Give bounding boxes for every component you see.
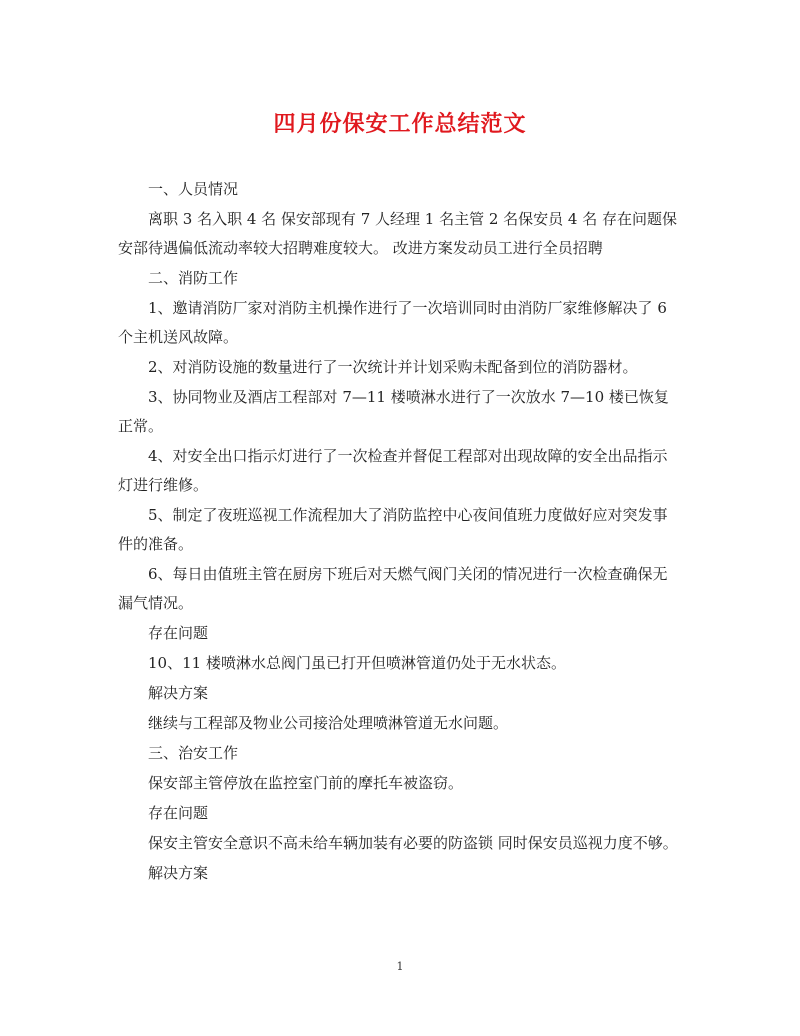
paragraph-security-incident: 保安部主管停放在监控室门前的摩托车被盗窃。	[148, 774, 464, 792]
paragraph-fire-item-4: 4、对安全出口指示灯进行了一次检查并督促工程部对出现故障的安全出品指示灯进行维修。	[118, 447, 668, 494]
paragraph-fire-problem: 10、11 楼喷淋水总阀门虽已打开但喷淋管道仍处于无水状态。	[148, 654, 566, 672]
section-heading-fire-safety: 二、消防工作	[148, 269, 239, 287]
document-title: 四月份保安工作总结范文	[273, 111, 527, 137]
subheading-solution: 解决方案	[148, 684, 209, 702]
subheading-problem: 存在问题	[148, 624, 209, 642]
paragraph-fire-item-2: 2、对消防设施的数量进行了一次统计并计划采购未配备到位的消防器材。	[148, 358, 638, 376]
page-number: 1	[396, 960, 404, 973]
paragraph-fire-item-1: 1、邀请消防厂家对消防主机操作进行了一次培训同时由消防厂家维修解决了 6 个主机送风故障。	[118, 299, 667, 346]
subheading-solution: 解决方案	[148, 864, 209, 882]
paragraph-fire-solution: 继续与工程部及物业公司接洽处理喷淋管道无水问题。	[148, 714, 509, 732]
paragraph-fire-item-5: 5、制定了夜班巡视工作流程加大了消防监控中心夜间值班力度做好应对突发事件的准备。	[118, 506, 668, 553]
section-heading-security: 三、治安工作	[148, 744, 239, 762]
paragraph-security-problem: 保安主管安全意识不高未给车辆加装有必要的防盗锁 同时保安员巡视力度不够。	[148, 834, 678, 852]
paragraph-fire-item-6: 6、每日由值班主管在厨房下班后对天燃气阀门关闭的情况进行一次检查确保无漏气情况。	[118, 565, 668, 612]
paragraph-personnel-details: 离职 3 名入职 4 名 保安部现有 7 人经理 1 名主管 2 名保安员 4 名 存在问题保安部待遇偏低流动率较大招聘难度较大。 改进方案发动员工进行全员招聘	[118, 210, 678, 257]
subheading-problem: 存在问题	[148, 804, 209, 822]
section-heading-personnel: 一、人员情况	[148, 180, 239, 198]
paragraph-fire-item-3: 3、协同物业及酒店工程部对 7—11 楼喷淋水进行了一次放水 7—10 楼已恢复正常。	[118, 388, 669, 435]
document-body	[118, 175, 680, 889]
